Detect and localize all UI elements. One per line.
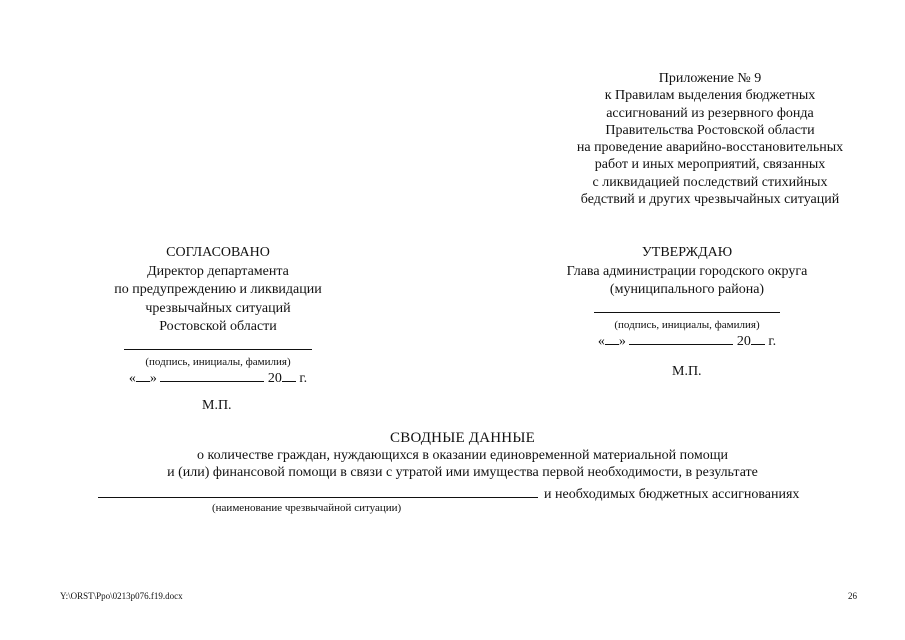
event-caption: (наименование чрезвычайной ситуации) bbox=[212, 502, 402, 514]
summary-line: и (или) финансовой помощи в связи с утратой ими имущества первой необходимости, в результате bbox=[167, 465, 758, 480]
appendix-line: ассигнований из резервного фонда bbox=[606, 105, 814, 121]
month-blank bbox=[160, 369, 264, 382]
day-blank bbox=[136, 369, 150, 382]
appendix-header bbox=[555, 70, 865, 208]
file-path: Y:\ORST\Ppo\0213p076.f19.docx bbox=[60, 591, 183, 601]
agreed-block bbox=[100, 244, 336, 389]
signature-caption: (подпись, инициалы, фамилия) bbox=[614, 319, 760, 331]
approved-line: (муниципального района) bbox=[609, 282, 765, 297]
appendix-line: на проведение аварийно-восстановительных bbox=[576, 140, 844, 156]
signature-line bbox=[124, 337, 312, 350]
appendix-line: Правительства Ростовской области bbox=[605, 122, 815, 138]
date-line bbox=[100, 369, 336, 389]
date-line bbox=[535, 332, 839, 352]
summary-title: СВОДНЫЕ ДАННЫЕ bbox=[390, 430, 535, 446]
agreed-line: Ростовской области bbox=[159, 319, 277, 334]
year-suffix: г. bbox=[299, 371, 308, 386]
stamp-left: М.П. bbox=[202, 398, 232, 413]
quote-close: » bbox=[618, 334, 626, 349]
year-blank bbox=[751, 332, 765, 345]
summary-line: о количестве граждан, нуждающихся в оказании единовременной материальной помощи bbox=[197, 448, 728, 463]
appendix-line: к Правилам выделения бюджетных bbox=[604, 88, 816, 104]
event-name-blank bbox=[98, 484, 538, 498]
page-number: 26 bbox=[848, 591, 857, 601]
appendix-line: с ликвидацией последствий стихийных bbox=[592, 174, 828, 190]
approved-block bbox=[535, 244, 839, 352]
signature-caption: (подпись, инициалы, фамилия) bbox=[145, 356, 291, 368]
quote-open: « bbox=[128, 371, 136, 386]
event-line bbox=[98, 484, 838, 503]
year-prefix: 20 bbox=[267, 371, 282, 386]
stamp-right: М.П. bbox=[672, 364, 702, 379]
agreed-line: по предупреждению и ликвидации bbox=[114, 282, 322, 297]
year-blank bbox=[282, 369, 296, 382]
signature-line bbox=[594, 300, 780, 313]
quote-open: « bbox=[597, 334, 605, 349]
month-blank bbox=[629, 332, 733, 345]
year-prefix: 20 bbox=[736, 334, 751, 349]
agreed-line: чрезвычайных ситуаций bbox=[145, 300, 291, 316]
day-blank bbox=[605, 332, 619, 345]
approved-heading: УТВЕРЖДАЮ bbox=[641, 245, 733, 260]
summary-title-block bbox=[60, 430, 865, 481]
appendix-line: Приложение № 9 bbox=[658, 71, 762, 86]
approved-line: Глава администрации городского округа bbox=[566, 263, 808, 279]
appendix-line: работ и иных мероприятий, связанных bbox=[594, 157, 826, 173]
appendix-line: бедствий и других чрезвычайных ситуаций bbox=[580, 192, 840, 208]
agreed-heading: СОГЛАСОВАНО bbox=[166, 245, 270, 260]
summary-line-tail: и необходимых бюджетных ассигнованиях bbox=[544, 487, 800, 502]
year-suffix: г. bbox=[768, 334, 777, 349]
agreed-line: Директор департамента bbox=[147, 263, 289, 279]
quote-close: » bbox=[149, 371, 157, 386]
